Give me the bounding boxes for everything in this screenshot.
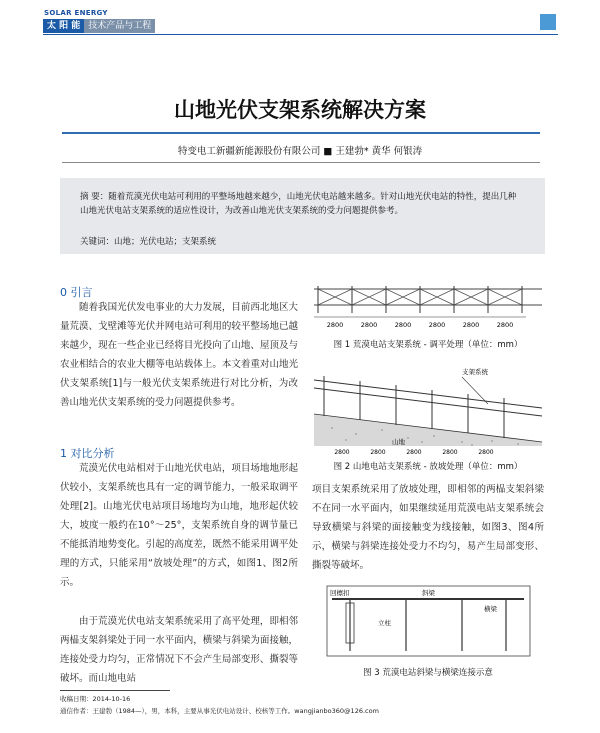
fig2-label-ground: 山地 bbox=[392, 438, 405, 446]
analysis-paragraph-2 bbox=[60, 612, 298, 688]
fig3-label-beam: 斜梁 bbox=[422, 589, 435, 597]
figure-3-caption: 图 3 荒漠电站斜梁与横梁连接示意 bbox=[363, 668, 493, 678]
figure-2-diagram bbox=[312, 362, 544, 458]
fig2-span-3: 2800 bbox=[406, 449, 422, 456]
figure-2-caption: 图 2 山地电站支架系统 - 放坡处理（单位：mm） bbox=[333, 462, 523, 472]
figure-1-diagram bbox=[312, 283, 544, 333]
analysis-text-1: 荒漠光伏电站相对于山地光伏电站，项目场地地形起伏较小，支架系统也具有一定的调节能力，一般采取调平处理[2]。山地光伏电站项目场地均为山地，地形起伏较大，坡度一般约在10°～25°，支架系统自身的调节量已不能抵消地势变化。引起的高度差，既然不能采用调平处理的方式，只能采用“放坡处理”的方式，如图1、图2所示。 bbox=[60, 463, 298, 588]
abstract-text: 随着荒漠光伏电站可利用的平整场地越来越少，山地光伏电站越来越多。针对山地光伏电站的特性，提出几种山地光伏电站支架系统的适应性设计，为改善山地光伏支架系统的受力问题提供参考。 bbox=[80, 192, 517, 216]
keywords-label: 关键词： bbox=[80, 237, 115, 247]
figure-3-diagram bbox=[326, 585, 531, 657]
fig3-label-post: 立柱 bbox=[378, 619, 391, 627]
analysis-text-2: 由于荒漠光伏电站支架系统采用了高平处理，即相邻两榀支架斜梁处于同一水平面内，横梁与斜梁为面接触，连接处受力均匀，正常情况下不会产生局部变形、撕裂等破坏。而山地电站 bbox=[60, 616, 298, 684]
header-rule bbox=[43, 34, 558, 35]
journal-section: 技术产品与工程 bbox=[84, 19, 155, 33]
header-corner-mark bbox=[540, 14, 556, 30]
journal-header bbox=[43, 19, 183, 33]
fig3-label-purlin-clip: 回檩扣 bbox=[330, 589, 350, 597]
fig1-span-5: 2800 bbox=[462, 321, 480, 329]
section-heading-analysis: 1 对比分析 bbox=[60, 447, 115, 460]
keywords bbox=[80, 235, 216, 247]
fig1-span-4: 2800 bbox=[428, 321, 446, 329]
fig2-span-4: 2800 bbox=[442, 449, 458, 456]
fig2-span-5: 2800 bbox=[478, 449, 494, 456]
right-paragraph bbox=[312, 480, 544, 575]
fig2-span-2: 2800 bbox=[370, 449, 386, 456]
intro-text: 随着我国光伏发电事业的大力发展，目前西北地区大量荒漠、戈壁滩等光伏并网电站可利用的较平整场地已越来越少，现在一些企业已经将目光投向了山地、屋顶及与农业相结合的农业大棚等电站载体上。本文着重对山地光伏支架系统[1]与一般光伏支架系统进行对比分析，为改善山地光伏支架系统的受力问题提供参考。 bbox=[60, 302, 298, 408]
abstract-label: 摘 要： bbox=[80, 192, 109, 202]
intro-paragraph bbox=[60, 298, 298, 412]
journal-name-english: SOLAR ENERGY bbox=[44, 9, 108, 17]
fig2-label-system: 支架系统 bbox=[462, 368, 488, 376]
analysis-paragraph-1 bbox=[60, 459, 298, 592]
section-heading-intro: 0 引言 bbox=[60, 286, 93, 299]
fig1-span-1: 2800 bbox=[326, 321, 344, 329]
title-rule bbox=[62, 132, 540, 134]
fig2-span-1: 2800 bbox=[334, 449, 350, 456]
fig1-span-6: 2800 bbox=[496, 321, 514, 329]
fig3-label-cross: 横梁 bbox=[484, 605, 497, 613]
figure-1-caption: 图 1 荒漠电站支架系统 - 调平处理（单位：mm） bbox=[333, 340, 523, 350]
footnote-rule bbox=[60, 690, 170, 691]
author-rule bbox=[62, 162, 540, 163]
footnote-author: 通信作者：王建勃（1984—），男，本科，主要从事光伏电站设计、校核等工作。wangjianbo360@126.com bbox=[60, 707, 379, 715]
fig1-span-3: 2800 bbox=[394, 321, 412, 329]
author-line: 特变电工新疆新能源股份有限公司 ■ 王建勃* 黄华 何银涛 bbox=[177, 146, 423, 157]
footnote-received: 收稿日期：2014-10-16 bbox=[60, 695, 131, 703]
fig1-span-2: 2800 bbox=[360, 321, 378, 329]
abstract bbox=[80, 190, 520, 218]
journal-name-chinese: 太 阳 能 bbox=[43, 19, 84, 33]
article-title: 山地光伏支架系统解决方案 bbox=[174, 98, 426, 122]
right-text: 项目支架系统采用了放坡处理，即相邻的两榀支架斜梁不在同一水平面内，如果继续延用荒漠电站支架系统会导致横梁与斜梁的面接触变为线接触，如图3、图4所示，横梁与斜梁连接处受力不均匀，易产生局部变形、撕裂等破坏。 bbox=[312, 484, 544, 571]
keywords-text: 山地；光伏电站；支架系统 bbox=[114, 237, 217, 247]
